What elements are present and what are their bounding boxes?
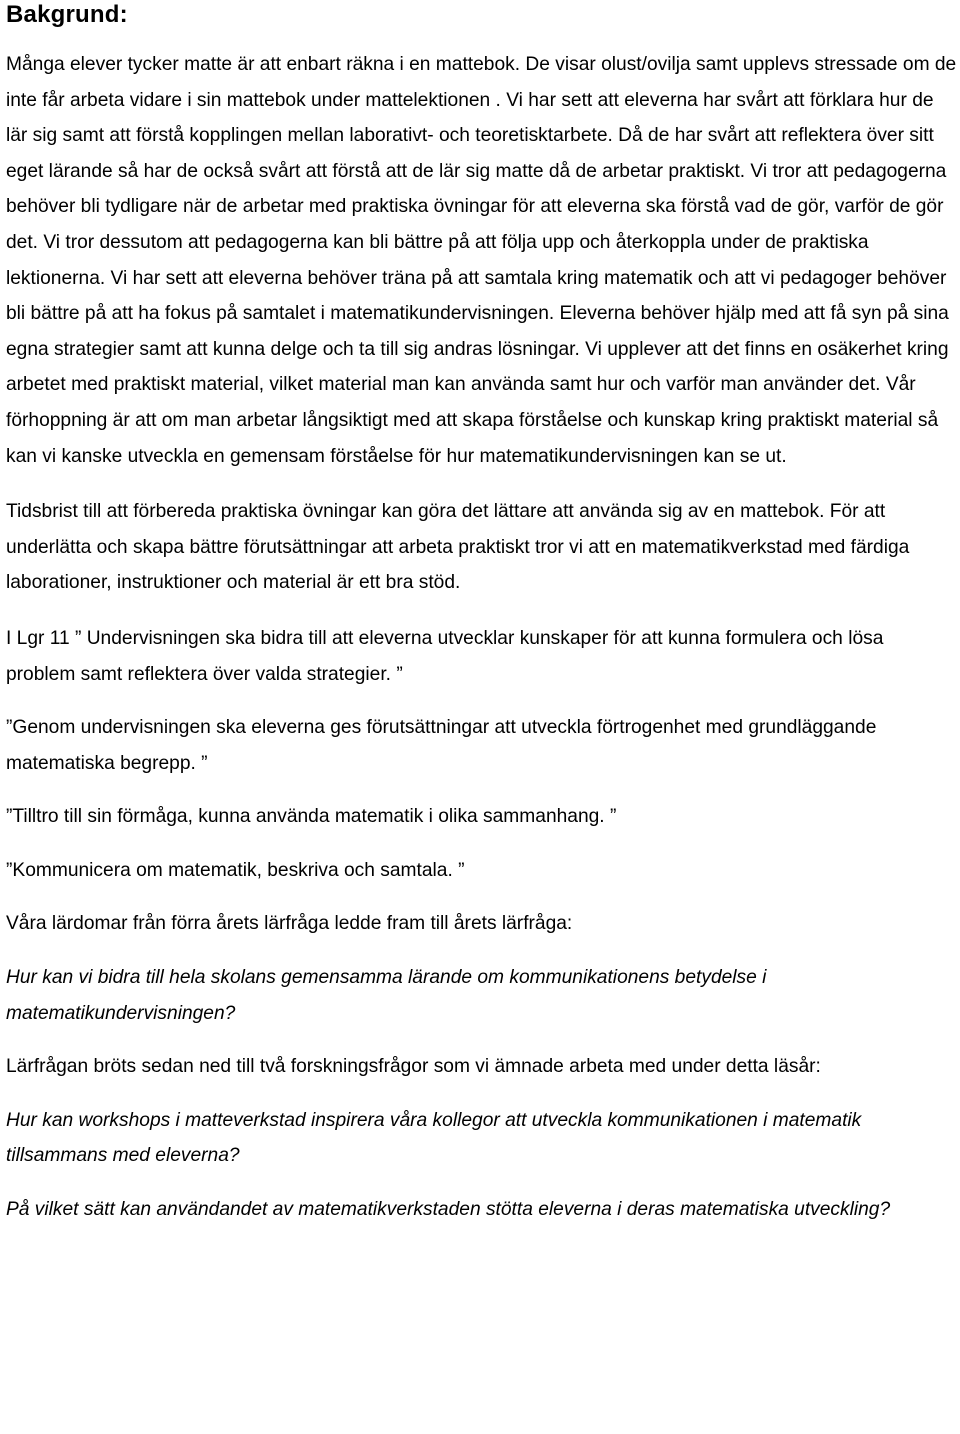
paragraph-quote-communicate: ”Kommunicera om matematik, beskriva och samtala. ” (6, 859, 465, 881)
paragraph-lgr11-quote: I Lgr 11 ” Undervisningen ska bidra till att eleverna utvecklar kunskaper för att kunna formulera och lösa problem samt reflektera över valda strategier. ” (6, 627, 884, 685)
paragraph-research-question-workshops: Hur kan workshops i matteverkstad inspirera våra kollegor att utveckla kommunikationen i matematik tillsammans med eleverna? (6, 1109, 862, 1167)
paragraph-research-question-verkstad: På vilket sätt kan användandet av matematikverkstaden stötta eleverna i deras matematiska utveckling? (6, 1199, 891, 1221)
document-heading: Bakgrund: (6, 1, 128, 28)
paragraph-quote-concepts: ”Genom undervisningen ska eleverna ges förutsättningar att utveckla förtrogenhet med grundläggande matematiska begrepp. ” (6, 717, 877, 774)
paragraph-quote-confidence: ”Tilltro till sin förmåga, kunna använda matematik i olika sammanhang. ” (6, 806, 617, 828)
paragraph-background: Många elever tycker matte är att enbart räkna i en mattebok. De visar olust/ovilja samt upplevs stressade om de inte får arbeta vidare i sin mattebok under mattelektionen . Vi har sett att eleverna har svårt att förklara hur de lär sig samt att förstå kopplingen mellan laborativt- och teoretisktarbete. Då de har svårt att reflektera över sitt eget lärande så har de också svårt att förstå att de lär sig matte då de arbetar praktiskt. Vi tror att pedagogerna behöver bli tydligare när de arbetar med praktiska övningar för att eleverna ska förstå vad de gör, varför de gör det. Vi tror dessutom att pedagogerna kan bli bättre på att följa upp och återkoppla under de praktiska lektionerna. Vi har sett att eleverna behöver träna på att samtala kring matematik och att vi pedagoger behöver bli bättre på att ha fokus på samtalet i matematikundervisningen. Eleverna behöver hjälp med att få syn på sina egna strategier samt att kunna delge och ta till sig andras lösningar. Vi upplever att det finns en osäkerhet kring arbetet med praktiskt material, vilket material man kan använda samt hur och varför man använder det. Vår förhoppning är att om man arbetar långsiktigt med att skapa förståelse och kunskap kring praktiskt material så kan vi kanske utveckla en gemensam förståelse för hur matematikundervisningen kan se ut. (6, 54, 957, 467)
paragraph-sub-questions-intro: Lärfrågan bröts sedan ned till två forskningsfrågor som vi ämnade arbeta med under detta läsår: (6, 1056, 821, 1078)
paragraph-time-constraint: Tidsbrist till att förbereda praktiska övningar kan göra det lättare att använda sig av en mattebok. För att underlätta och skapa bättre förutsättningar att arbeta praktiskt tror vi att en matematikverkstad med färdiga laborationer, instruktioner och material är ett bra stöd. (6, 501, 910, 594)
paragraph-lessons-learned: Våra lärdomar från förra årets lärfråga ledde fram till årets lärfråga: (6, 913, 573, 935)
paragraph-research-question-main: Hur kan vi bidra till hela skolans gemensamma lärande om kommunikationens betydelse i matematikundervisningen? (6, 967, 767, 1024)
